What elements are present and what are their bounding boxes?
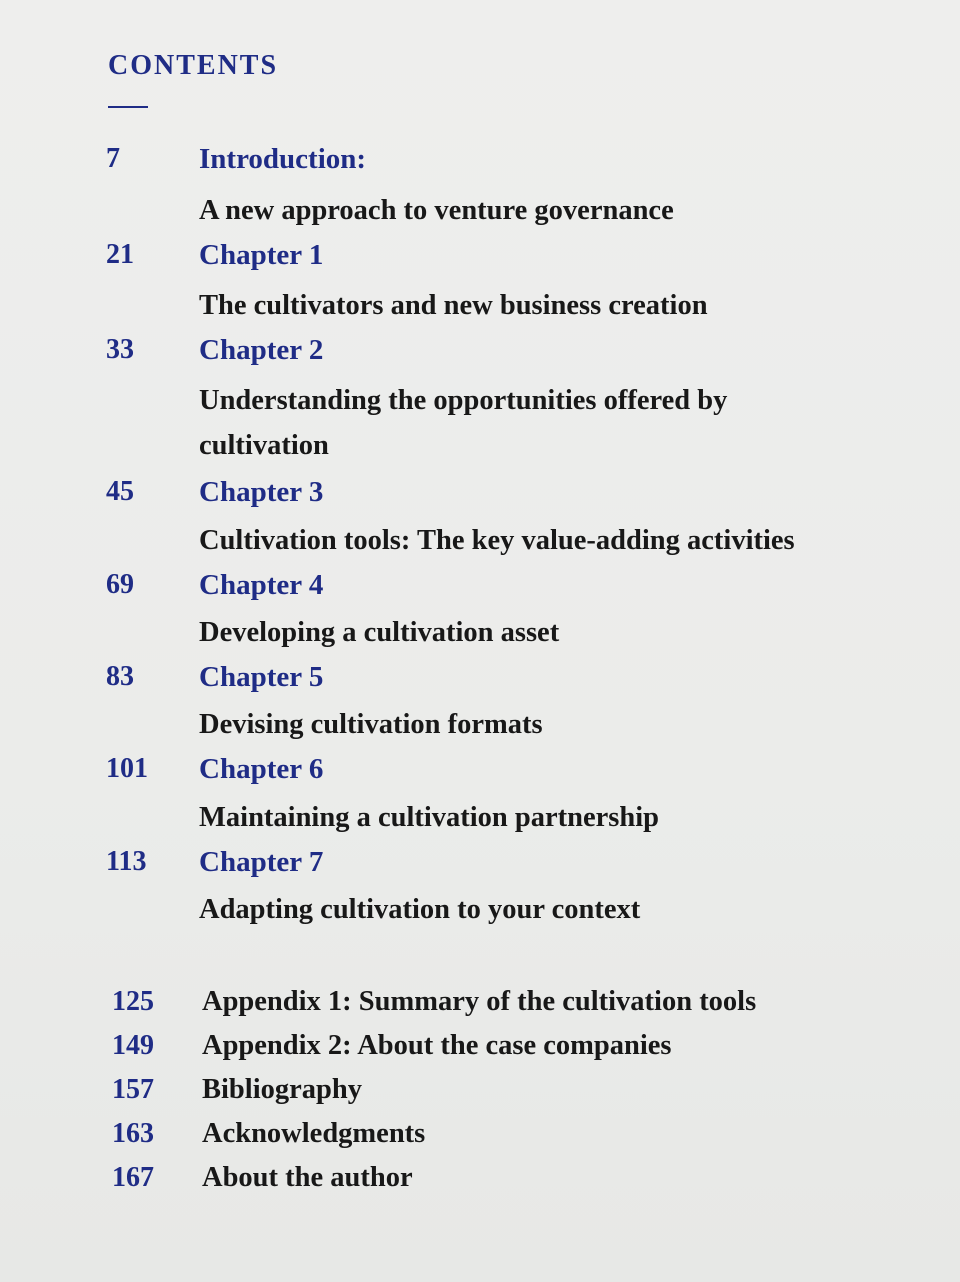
bibliography-title: Bibliography (202, 1074, 362, 1105)
page-number: 157 (112, 1074, 154, 1105)
page-number: 163 (112, 1118, 154, 1149)
chapter-label: Chapter 5 (199, 661, 324, 693)
chapter-label: Chapter 2 (199, 334, 324, 366)
chapter-label: Chapter 1 (199, 239, 324, 271)
chapter-label: Chapter 7 (199, 846, 324, 878)
chapter-title: Cultivation tools: The key value-adding activities (199, 525, 795, 556)
acknowledgments-title: Acknowledgments (202, 1118, 426, 1149)
chapter-title: A new approach to venture governance (199, 195, 674, 226)
page-number: 7 (106, 143, 120, 174)
page-number: 33 (106, 334, 134, 365)
chapter-label: Chapter 3 (199, 476, 324, 508)
page-number: 113 (106, 846, 147, 877)
chapter-title: Adapting cultivation to your context (199, 894, 641, 925)
chapter-title: Maintaining a cultivation partnership (199, 802, 660, 833)
page-number: 83 (106, 661, 134, 692)
chapter-title-continued: cultivation (199, 430, 329, 461)
page-number: 45 (106, 476, 134, 507)
page-number: 69 (106, 569, 134, 600)
chapter-title: Understanding the opportunities offered by (199, 385, 728, 416)
chapter-title: The cultivators and new business creation (199, 290, 708, 321)
appendix-title: Appendix 2: About the case companies (202, 1030, 672, 1061)
chapter-title: Devising cultivation formats (199, 709, 543, 740)
page-number: 21 (106, 239, 134, 270)
page-number: 125 (112, 986, 154, 1017)
chapter-label: Chapter 4 (199, 569, 324, 601)
heading-rule (108, 106, 148, 108)
contents-heading: CONTENTS (108, 50, 279, 81)
appendix-title: Appendix 1: Summary of the cultivation tools (202, 986, 757, 1017)
page-number: 149 (112, 1030, 154, 1061)
chapter-label: Introduction: (199, 143, 367, 175)
page-number: 167 (112, 1162, 154, 1193)
page-number: 101 (106, 753, 148, 784)
chapter-title: Developing a cultivation asset (199, 617, 560, 648)
chapter-label: Chapter 6 (199, 753, 324, 785)
about-author-title: About the author (202, 1162, 413, 1193)
